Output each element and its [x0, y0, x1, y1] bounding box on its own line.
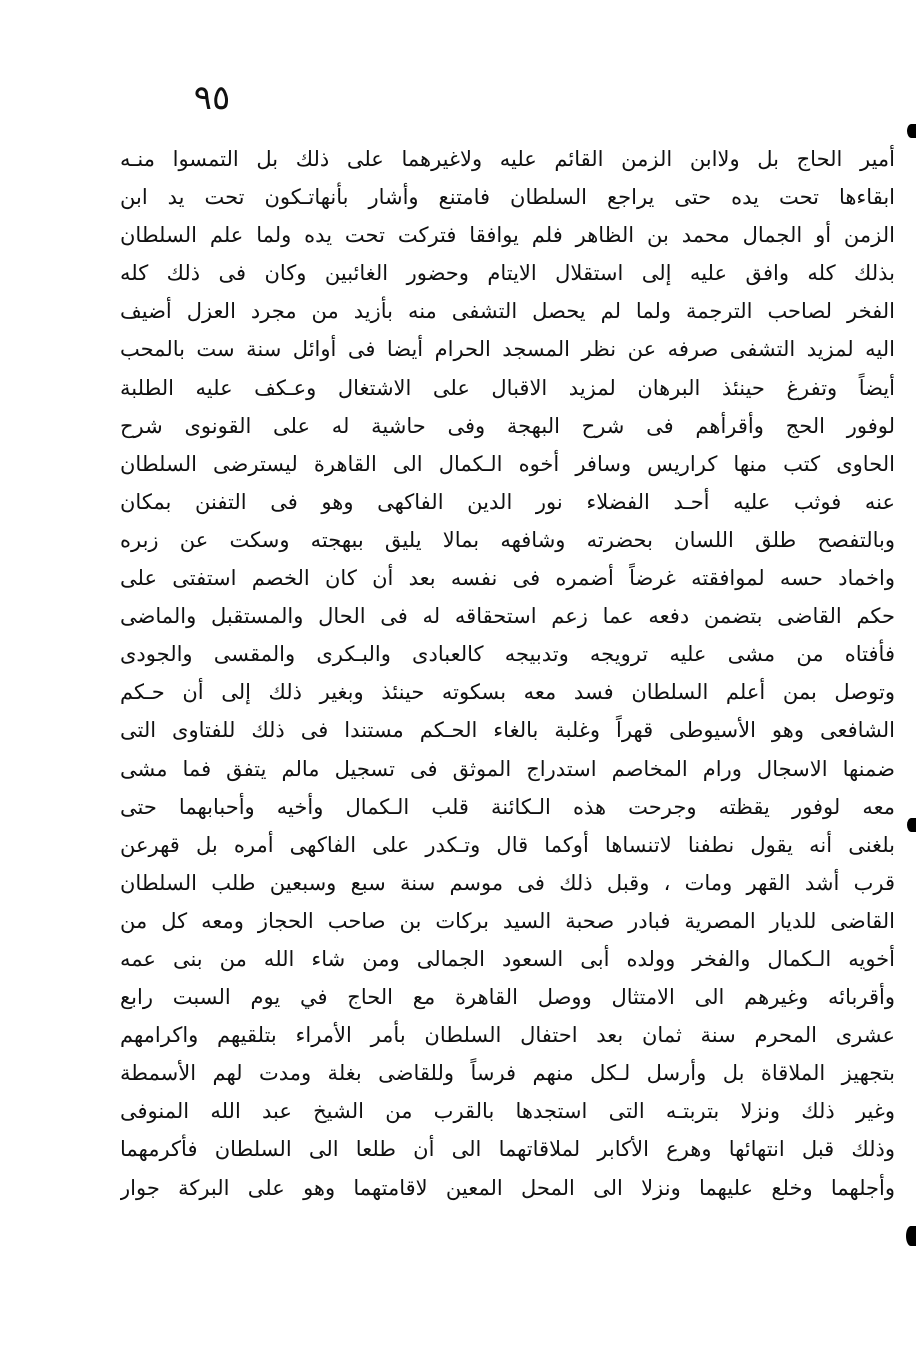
- text-line: الزمن أو الجمال محمد بن الظاهر فلم يوافقا فتركت تحت يده ولما علم السلطان: [120, 223, 895, 248]
- text-line: القاضى للديار المصرية فبادر صحبة السيد بركات بن صاحب الحجاز ومعه كل من: [120, 908, 895, 933]
- text-line: الحاوى كتب منها كراريس وسافر أخوه الـكمال الى القاهرة ليسترضى السلطان: [120, 451, 895, 476]
- scan-edge-mark: [907, 124, 916, 138]
- text-line: أمير الحاج بل ولاابن الزمن القائم عليه ولاغيرهما على ذلك بل التمسوا منـه: [120, 147, 895, 171]
- page-number: ٩٥: [193, 78, 231, 118]
- text-line: حكم القاضى بتضمن دفعه عما زعم استحقاقه له فى الحال والمستقبل والماضى: [120, 604, 895, 629]
- text-line: فأفتاه من مشى عليه ترويجه وتدبيجه كالعبادى والبـكرى والمقسى والجودى: [120, 642, 895, 667]
- text-line: وتوصل بمن أعلم السلطان فسد معه بسكوته حينئذ وبغير ذلك إلى أن حـكم: [120, 680, 895, 705]
- text-line: الشافعى وهو الأسيوطى قهراً وغلبة بالغاء الحـكم مستندا فى ذلك للفتاوى التى: [120, 718, 895, 743]
- text-line: بذلك كله وافق عليه إلى استقلال الايتام وحضور الغائبين وكان فى ذلك كله: [120, 261, 895, 286]
- text-line: عنه فوثب عليه أحـد الفضلاء نور الدين الفاكهى وهو فى التفنن بمكان: [120, 489, 895, 514]
- text-line: وغير ذلك ونزلا بتربتـه التى استجدها بالقرب من الشيخ عبد الله المنوفى: [120, 1099, 895, 1124]
- text-line: وأجلهما وخلع عليهما ونزلا الى المحل المعين لاقامتهما وهو على البركة جوار: [120, 1175, 895, 1200]
- text-line: معه لوفور يقظته وجرحت هذه الـكائنة قلب الـكمال وأخيه وأحبابهما حتى: [120, 794, 895, 819]
- text-line: عشرى المحرم سنة ثمان بعد احتفال السلطان بأمر الأمراء بتلقيهم واكرامهم: [120, 1023, 895, 1048]
- text-line: وأقربائه وغيرهم الى الامتثال ووصل القاهرة مع الحاج في يوم السبت رابع: [120, 985, 895, 1010]
- text-line: واخماد حسه لموافقته غرضاً أضمره فى نفسه بعد أن كان الخصم استفتى على: [120, 566, 895, 591]
- text-line: وبالتفصح طلق اللسان بحضرته وشافهه بمالا يليق ببهجته وسكت عن زبره: [120, 527, 895, 552]
- text-line: بتجهيز الملاقاة بل وأرسل لـكل منهم فرساً وللقاضى بغلة ومدت لهم الأسمطة: [120, 1061, 895, 1086]
- text-line: لوفور الحج وأقرأهم فى شرح البهجة وفى حاشية له على القونوى شرح: [120, 413, 895, 438]
- scan-edge-mark: [906, 1226, 916, 1246]
- text-line: الفخر لصاحب الترجمة ولما لم يحصل التشفى منه بأزيد من مجرد العزل أضيف: [120, 299, 895, 324]
- text-line: أيضاً وتفرغ حينئذ البرهان لمزيد الاقبال على الاشتغال وعـكف عليه الطلبة: [120, 375, 895, 400]
- text-line: ضمنها الاسجال ورام المخاصم استدراج الموثق فى تسجيل مالم يتفق فما مشى: [120, 756, 895, 781]
- text-line: أخويه الـكمال والفخر وولده أبى السعود الجمالى ومن شاء الله من بنى عمه: [120, 946, 895, 971]
- scan-edge-mark: [907, 818, 916, 832]
- body-text: [120, 140, 895, 1207]
- text-line: قرب أشد القهر ومات ، وقبل ذلك فى موسم سنة سبع وسبعين طلب السلطان: [120, 870, 895, 895]
- text-line: اليه لمزيد التشفى صرفه عن نظر المسجد الحرام أيضا فى أوائل سنة ست بالمحب: [120, 337, 895, 362]
- text-line: ابقاءها تحت يده حتى يراجع السلطان فامتنع وأشار بأنهاتـكون تحت يد ابن: [120, 185, 895, 210]
- text-line: وذلك قبل انتهائها وهرع الأكابر لملاقاتهما الى أن طلعا الى السلطان فأكرمهما: [120, 1137, 895, 1162]
- text-line: بلغنى أنه يقول نطفنا لاتنساها أوكما قال وتـكدر على الفاكهى أمره بل قهرعن: [120, 832, 895, 857]
